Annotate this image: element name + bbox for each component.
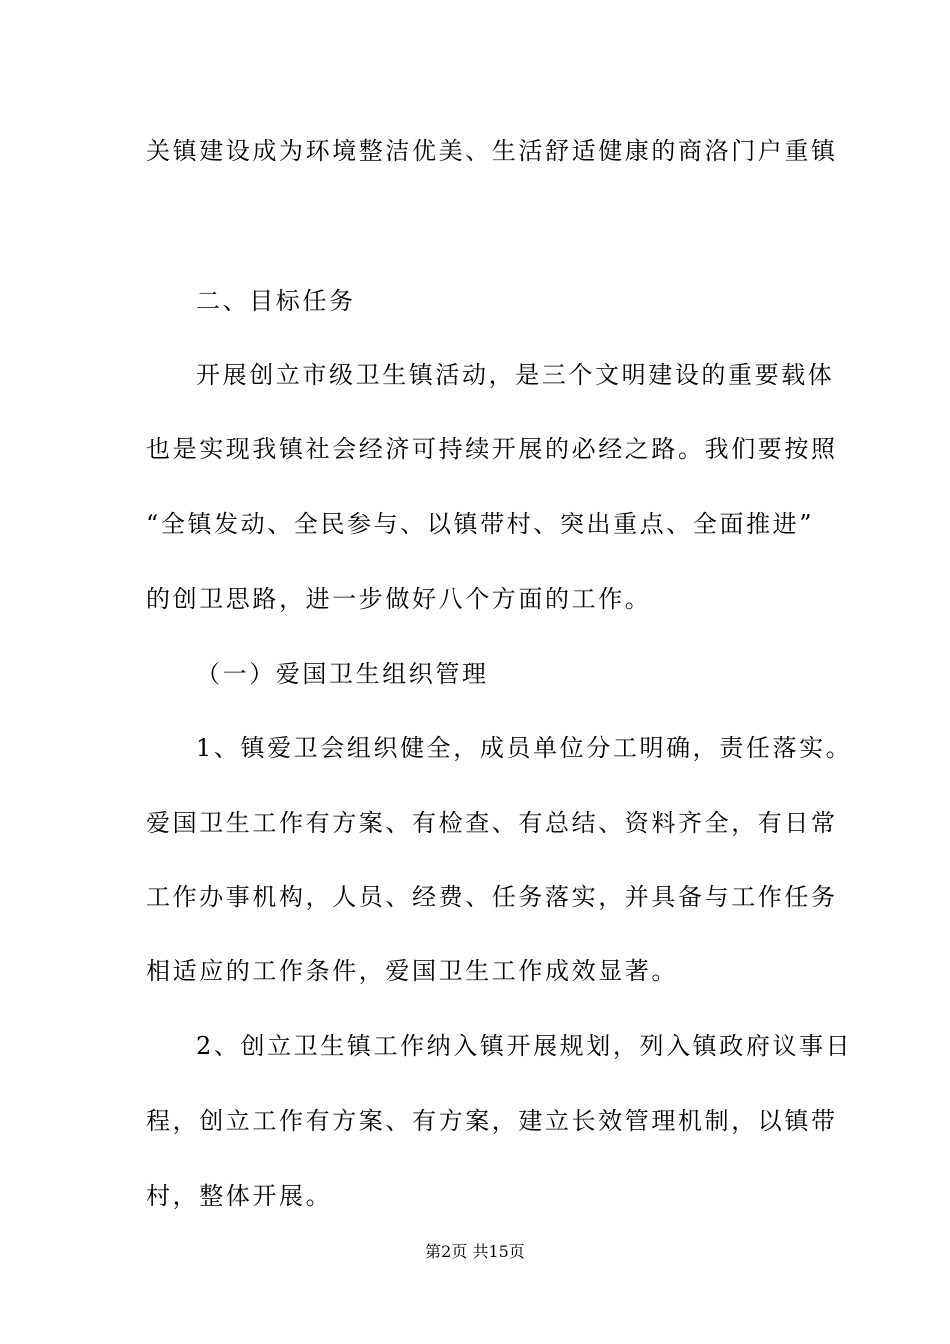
text-line-3: 也是实现我镇社会经济可持续开展的必经之路。我们要按照 [146, 435, 838, 463]
text-line-6: 1、镇爱卫会组织健全，成员单位分工明确，责任落实。 [196, 734, 853, 762]
text-line-5: 的创卫思路，进一步做好八个方面的工作。 [146, 585, 652, 613]
text-line-10: 2、创立卫生镇工作纳入镇开展规划，列入镇政府议事日 [196, 1032, 853, 1060]
text-line-8: 工作办事机构，人员、经费、任务落实，并具备与工作任务 [146, 883, 838, 911]
text-line-4: “全镇发动、全民参与、以镇带村、突出重点、全面推进” [146, 510, 815, 538]
page-number-label: 第2页 共15页 [425, 1242, 525, 1261]
text-line-11: 程，创立工作有方案、有方案，建立长效管理机制，以镇带 [146, 1107, 838, 1135]
subsection-heading: （一）爱国卫生组织管理 [196, 660, 489, 688]
section-heading: 二、目标任务 [196, 287, 356, 315]
text-line-2: 开展创立市级卫生镇活动，是三个文明建设的重要载体 [196, 361, 835, 389]
text-line-7: 爱国卫生工作有方案、有检查、有总结、资料齐全，有日常 [146, 809, 838, 837]
text-line-9: 相适应的工作条件，爱国卫生工作成效显著。 [146, 957, 678, 985]
text-line-12: 村，整体开展。 [146, 1182, 333, 1210]
text-line-1: 关镇建设成为环境整洁优美、生活舒适健康的商洛门户重镇 [146, 137, 838, 165]
page-footer [0, 1240, 950, 1264]
